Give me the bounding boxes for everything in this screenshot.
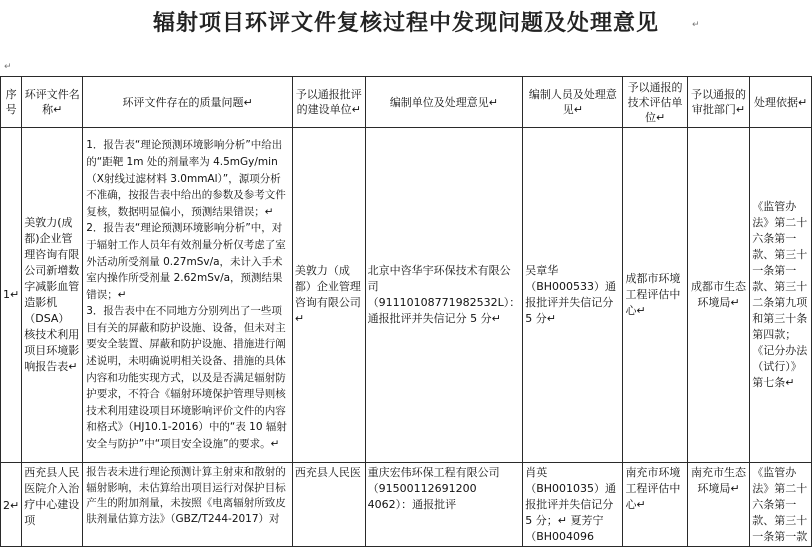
review-table	[0, 76, 812, 547]
evaluation-unit: 成都市环境工程评估中心↵	[623, 128, 687, 463]
construction-unit: 西充县人民医	[292, 463, 365, 547]
table-header-row	[1, 77, 812, 128]
header-cell: 编制人员及处理意见↵	[523, 77, 623, 128]
compiling-staff: 吴章华（BH000533）通报批评并失信记分 5 分↵	[523, 128, 623, 463]
table-row	[1, 128, 812, 463]
quality-issues	[83, 128, 293, 463]
basis: 《监管办法》第二十六条第一款、第三十一条第一款	[750, 463, 812, 547]
report-name: 西充县人民医院介入治疗中心建设项	[22, 463, 83, 547]
document-title: 辐射项目环评文件复核过程中发现问题及处理意见	[152, 11, 659, 36]
evaluation-unit: 南充市环境工程评估中心↵	[623, 463, 687, 547]
issue-item: 3．报告表中在不同地方分别列出了一些项目有关的屏蔽和防护设施、设备，但未对主要安全装置、屏蔽和防护设施、措施进行阐述说明，未明确说明相关设备、措施的具体内容和功能实现方式，以及是否满足辐射防护要求，不符合《辐射环境保护管理导则核技术利用建设项目环境影响评价文件的内容和格式》（HJ10.1-2016）中的“表 10 辐射安全与防护”中“项目安全设施”的要求。↵	[86, 305, 287, 451]
issue-item: 2．报告表“理论预测环境影响分析”中，对于辐射工作人员年有效剂量分析仅考虑了室外活动所受剂量 0.27mSv/a，未计入手术室内操作所受剂量 2.62mSv/a，预测结果错误；↵	[86, 222, 286, 301]
header-cell: 予以通报的技术评估单位↵	[623, 77, 687, 128]
header-cell: 序号	[1, 77, 22, 128]
header-cell: 环评文件存在的质量问题↵	[83, 77, 293, 128]
compiling-staff: 肖英（BH001035）通报批评并失信记分 5 分；↵ 夏芳宁（BH004096	[523, 463, 623, 547]
approval-dept: 成都市生态环境局↵	[687, 128, 750, 463]
report-name: 美敦力(成都)企业管理咨询有限公司新增数字减影血管造影机（DSA）核技术利用项目环境影响报告表↵	[22, 128, 83, 463]
table-row	[1, 463, 812, 547]
row-number: 1↵	[1, 128, 22, 463]
quality-issues	[83, 463, 293, 547]
header-cell: 环评文件名称↵	[22, 77, 83, 128]
issue-item: 报告表未进行理论预测计算主射束和散射的辐射影响，未估算给出项目运行对保护目标产生的附加剂量，未按照《电离辐射所致皮肤剂量估算方法》（GBZ/T244-2017）对	[86, 466, 286, 525]
header-cell: 编制单位及处理意见↵	[365, 77, 523, 128]
header-cell: 予以通报的审批部门↵	[687, 77, 750, 128]
header-cell: 处理依据↵	[750, 77, 812, 128]
basis: 《监管办法》第二十六条第一款、第三十一条第一款、第三十二条第九项和第三十条第四款；《记分办法（试行）》第七条↵	[750, 128, 812, 463]
row-number: 2↵	[1, 463, 22, 547]
compiling-org: 重庆宏伟环保工程有限公司（91500112691200 4062）：通报批评	[365, 463, 523, 547]
construction-unit: 美敦力（成都）企业管理咨询有限公司↵	[292, 128, 365, 463]
return-mark: ↵	[692, 20, 700, 30]
approval-dept: 南充市生态环境局↵	[687, 463, 750, 547]
compiling-org: 北京中咨华宇环保技术有限公司（91110108771982532L）：通报批评并失信记分 5 分↵	[365, 128, 523, 463]
header-cell: 予以通报批评的建设单位↵	[292, 77, 365, 128]
return-mark: ↵	[4, 62, 12, 72]
issue-item: 1．报告表“理论预测环境影响分析”中给出的“距靶 1m 处的剂量率为 4.5mGy/min（X射线过滤材料 3.0mmAl）”，源项分析不准确，按报告表中给出的参数及参考文件复核，数据明显偏小，预测结果错误；↵	[86, 139, 286, 218]
